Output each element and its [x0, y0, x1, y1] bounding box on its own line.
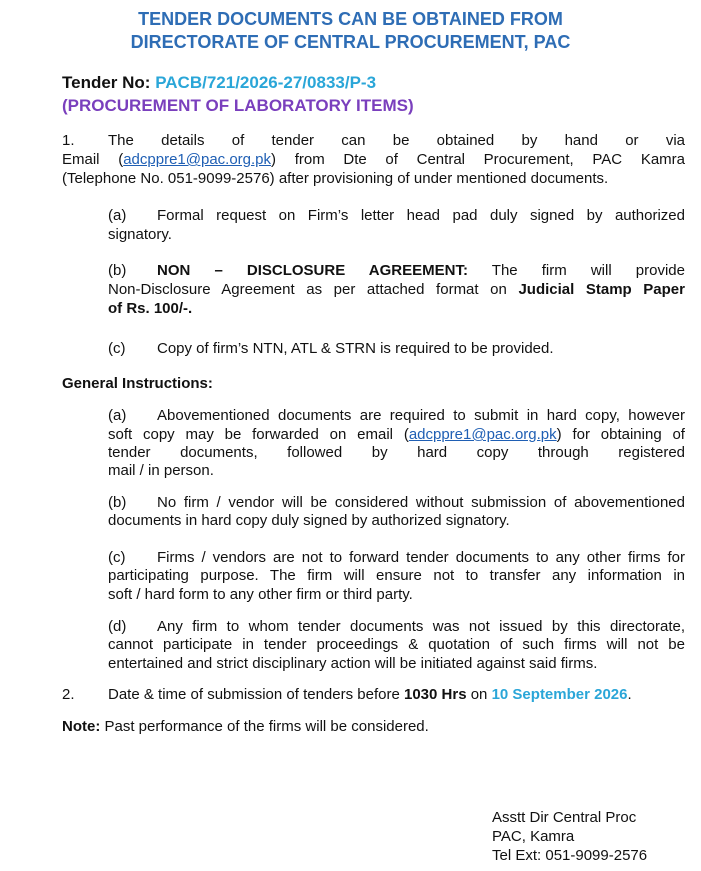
doc-c-text: Copy of firm’s NTN, ATL & STRN is required to be provided.: [157, 340, 554, 357]
para2-end: .: [627, 686, 632, 703]
doc-b-line-3: of Rs. 100/-.: [108, 300, 193, 317]
submission-time: 1030 Hrs: [403, 686, 467, 703]
doc-a-line-2: signatory.: [108, 226, 172, 243]
para1-line-2: [62, 151, 685, 170]
para1-email-link[interactable]: adcppre1@pac.org.pk: [123, 151, 272, 168]
gen-b-line-2: documents in hard copy duly signed by authorized signatory.: [108, 512, 510, 529]
signature-line-3: Tel Ext: 051-9099-2576: [492, 847, 648, 864]
gen-a-email-link[interactable]: adcppre1@pac.org.pk: [408, 426, 557, 443]
para2-number: 2.: [62, 686, 75, 703]
signature-line-1: Asstt Dir Central Proc: [492, 809, 637, 826]
gen-b-label: (b): [108, 494, 127, 511]
general-instructions-heading: General Instructions:: [62, 375, 213, 392]
nda-heading: NON – DISCLOSURE AGREEMENT:: [157, 262, 468, 279]
doc-b-text-1: The firm will provide: [491, 262, 685, 279]
gen-c-line-3: soft / hard form to any other firm or third party.: [108, 586, 413, 603]
doc-b-text-2: Non-Disclosure Agreement as per attached format on: [108, 281, 507, 298]
doc-c-label: (c): [108, 340, 126, 357]
gen-a-line-1: Abovementioned documents are required to submit in hard copy, however: [157, 407, 685, 424]
note-label: Note:: [62, 718, 101, 735]
tender-number: PACB/721/2026-27/0833/P-3: [155, 73, 377, 92]
gen-c-line-1: Firms / vendors are not to forward tender documents to any other firms for: [157, 549, 685, 566]
gen-d-line-2: cannot participate in tender proceedings & quotation of such firms will not be: [108, 636, 685, 653]
para2-text-1: Date & time of submission of tenders before: [108, 686, 400, 703]
gen-a-label: (a): [108, 407, 127, 424]
para2-text-2: on: [470, 686, 488, 703]
gen-c-label: (c): [108, 549, 126, 566]
submission-date: 10 September 2026: [491, 686, 628, 703]
header-line-2: DIRECTORATE OF CENTRAL PROCUREMENT, PAC: [130, 32, 571, 52]
doc-b-bold-1: Judicial Stamp Paper: [518, 281, 685, 298]
doc-a-line-1: Formal request on Firm’s letter head pad duly signed by authorized: [157, 207, 685, 224]
tender-subject: (PROCUREMENT OF LABORATORY ITEMS): [62, 96, 414, 115]
para1-email-prefix: Email (: [62, 151, 124, 168]
gen-b-line-1: No firm / vendor will be considered without submission of abovementioned: [157, 494, 685, 511]
tender-label: Tender No:: [62, 73, 151, 92]
gen-a-email-prefix: soft copy may be forwarded on email (: [108, 426, 409, 443]
signature-line-2: PAC, Kamra: [492, 828, 575, 845]
para1-line-1: The details of tender can be obtained by hand or via: [108, 132, 685, 149]
para1-email-suffix: ) from Dte of Central Procurement, PAC Kamra: [271, 151, 686, 168]
gen-a-email-suffix: ) for obtaining of: [556, 426, 685, 443]
doc-a-label: (a): [108, 207, 127, 224]
tender-number-line: [62, 72, 376, 94]
para2-text: [108, 686, 632, 705]
note-line: [62, 718, 429, 737]
note-text: Past performance of the firms will be considered.: [104, 718, 429, 735]
doc-b-line-1: [157, 262, 685, 281]
gen-a-line-2: [108, 426, 685, 445]
gen-d-label: (d): [108, 618, 127, 635]
gen-a-line-3: tender documents, followed by hard copy through registered: [108, 444, 685, 461]
doc-b-line-2: [108, 281, 685, 300]
para1-line-3: (Telephone No. 051-9099-2576) after provisioning of under mentioned documents.: [62, 170, 609, 187]
doc-b-label: (b): [108, 262, 127, 279]
gen-c-line-2: participating purpose. The firm will ensure not to transfer any information in: [108, 567, 685, 584]
header-line-1: TENDER DOCUMENTS CAN BE OBTAINED FROM: [138, 9, 563, 29]
para1-number: 1.: [62, 132, 75, 149]
gen-a-line-4: mail / in person.: [108, 462, 214, 479]
gen-d-line-1: Any firm to whom tender documents was not issued by this directorate,: [157, 618, 685, 635]
gen-d-line-3: entertained and strict disciplinary action will be initiated against said firms.: [108, 655, 598, 672]
